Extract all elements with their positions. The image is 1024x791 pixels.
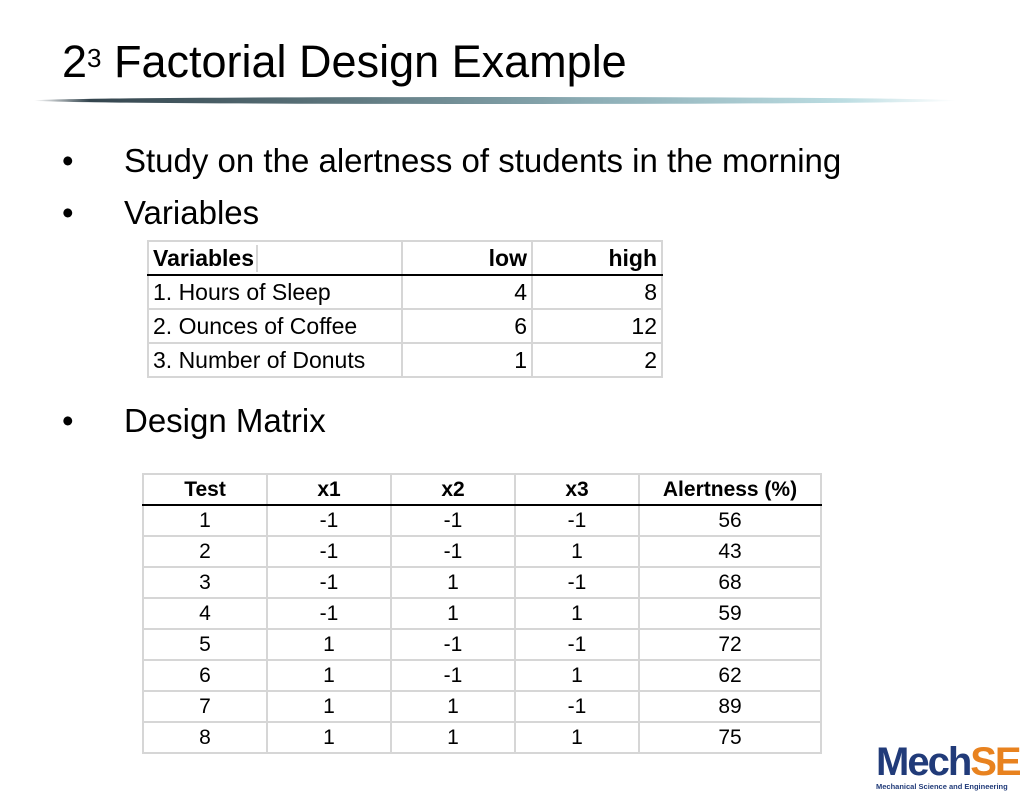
logo-word-se: SE bbox=[970, 740, 1020, 784]
title-base: 2 bbox=[62, 36, 88, 87]
variable-name: 3. Number of Donuts bbox=[148, 343, 402, 377]
table-row bbox=[148, 343, 662, 377]
cell-x1: -1 bbox=[267, 536, 391, 567]
title-divider bbox=[34, 97, 956, 104]
cell-x2: 1 bbox=[391, 598, 515, 629]
cell-x2: -1 bbox=[391, 536, 515, 567]
cell-x2: -1 bbox=[391, 505, 515, 536]
cell-x3: 1 bbox=[515, 598, 639, 629]
table-row bbox=[143, 722, 821, 753]
table-row bbox=[143, 629, 821, 660]
header-alertness: Alertness (%) bbox=[639, 474, 821, 505]
variable-high: 8 bbox=[532, 275, 662, 309]
header-test: Test bbox=[143, 474, 267, 505]
cell-alertness: 43 bbox=[639, 536, 821, 567]
cell-x1: 1 bbox=[267, 722, 391, 753]
cell-x2: 1 bbox=[391, 722, 515, 753]
table-row bbox=[148, 275, 662, 309]
cell-x3: 1 bbox=[515, 536, 639, 567]
cell-test: 7 bbox=[143, 691, 267, 722]
bullet-text: Variables bbox=[124, 194, 260, 231]
cell-test: 4 bbox=[143, 598, 267, 629]
variables-table bbox=[147, 240, 663, 378]
bullet-marker: • bbox=[62, 194, 74, 231]
cell-test: 3 bbox=[143, 567, 267, 598]
cell-x2: 1 bbox=[391, 691, 515, 722]
cell-x3: -1 bbox=[515, 567, 639, 598]
logo-word-mech: Mech bbox=[876, 740, 971, 784]
table-row bbox=[143, 660, 821, 691]
cell-alertness: 56 bbox=[639, 505, 821, 536]
variable-name: 1. Hours of Sleep bbox=[148, 275, 402, 309]
cell-x3: -1 bbox=[515, 629, 639, 660]
variable-low: 6 bbox=[402, 309, 532, 343]
cell-x1: 1 bbox=[267, 660, 391, 691]
header-variables: Variables bbox=[148, 241, 402, 275]
cell-x1: -1 bbox=[267, 598, 391, 629]
logo-wordmark bbox=[876, 742, 1024, 782]
table-row bbox=[148, 309, 662, 343]
bullet-text: Study on the alertness of students in the morning bbox=[124, 142, 842, 179]
cell-x1: -1 bbox=[267, 505, 391, 536]
cell-x1: -1 bbox=[267, 567, 391, 598]
cell-x2: 1 bbox=[391, 567, 515, 598]
cell-alertness: 72 bbox=[639, 629, 821, 660]
table-header-row bbox=[148, 241, 662, 275]
variable-high: 2 bbox=[532, 343, 662, 377]
bullet-marker: • bbox=[62, 402, 74, 439]
cell-x3: 1 bbox=[515, 660, 639, 691]
table-row bbox=[143, 598, 821, 629]
logo-subtitle: Mechanical Science and Engineering bbox=[876, 782, 1008, 791]
cell-test: 1 bbox=[143, 505, 267, 536]
table-row bbox=[143, 505, 821, 536]
cell-test: 2 bbox=[143, 536, 267, 567]
cell-alertness: 75 bbox=[639, 722, 821, 753]
variable-high: 12 bbox=[532, 309, 662, 343]
cell-x1: 1 bbox=[267, 629, 391, 660]
mechse-logo bbox=[876, 742, 1024, 791]
header-x2: x2 bbox=[391, 474, 515, 505]
cell-alertness: 62 bbox=[639, 660, 821, 691]
header-low: low bbox=[402, 241, 532, 275]
cell-alertness: 89 bbox=[639, 691, 821, 722]
cell-x3: -1 bbox=[515, 691, 639, 722]
variable-low: 4 bbox=[402, 275, 532, 309]
header-x1: x1 bbox=[267, 474, 391, 505]
cell-test: 5 bbox=[143, 629, 267, 660]
table-row bbox=[143, 536, 821, 567]
cell-alertness: 59 bbox=[639, 598, 821, 629]
cell-test: 8 bbox=[143, 722, 267, 753]
table-row bbox=[143, 567, 821, 598]
bullet-text: Design Matrix bbox=[124, 402, 326, 439]
cell-x2: -1 bbox=[391, 629, 515, 660]
title-exponent: 3 bbox=[87, 43, 102, 73]
bullet-marker: • bbox=[62, 142, 74, 179]
cell-x2: -1 bbox=[391, 660, 515, 691]
table-row bbox=[143, 691, 821, 722]
cell-alertness: 68 bbox=[639, 567, 821, 598]
variable-low: 1 bbox=[402, 343, 532, 377]
title-text: Factorial Design Example bbox=[101, 36, 627, 87]
cell-x3: -1 bbox=[515, 505, 639, 536]
table-header-row bbox=[143, 474, 821, 505]
cell-x1: 1 bbox=[267, 691, 391, 722]
design-matrix-table bbox=[142, 473, 822, 754]
variable-name: 2. Ounces of Coffee bbox=[148, 309, 402, 343]
cell-x3: 1 bbox=[515, 722, 639, 753]
header-x3: x3 bbox=[515, 474, 639, 505]
header-high: high bbox=[532, 241, 662, 275]
slide-title bbox=[62, 32, 627, 92]
cell-test: 6 bbox=[143, 660, 267, 691]
